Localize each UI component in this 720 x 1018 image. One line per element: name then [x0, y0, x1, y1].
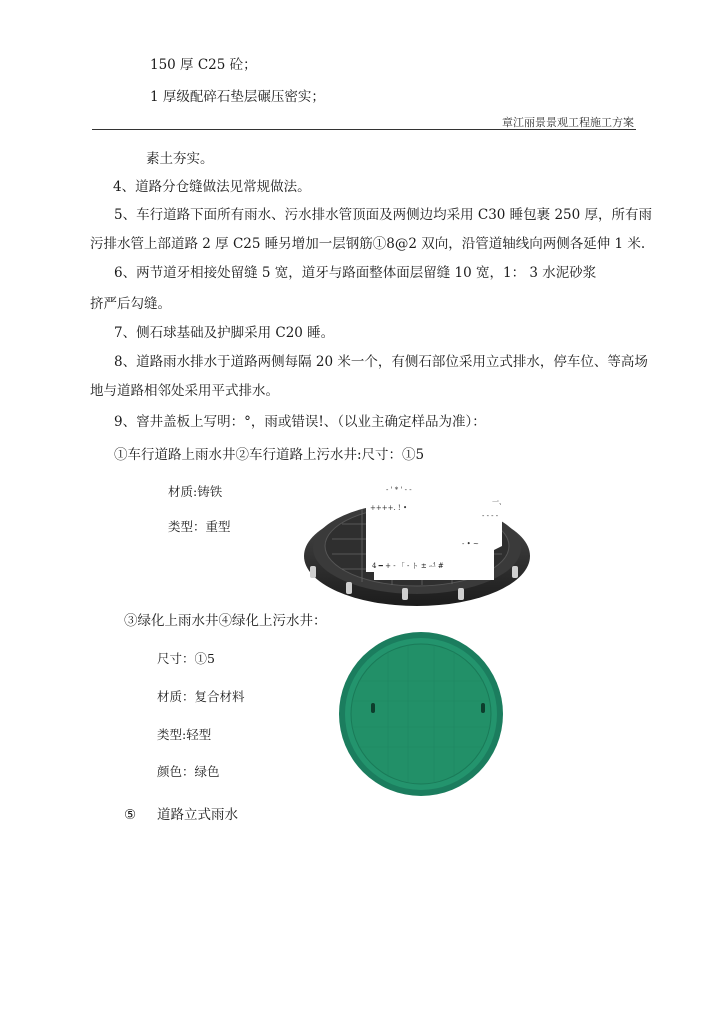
- para-4: 4、道路分仓缝做法见常规做法。: [113, 179, 311, 195]
- img-text-4: - - - -: [482, 512, 499, 520]
- item2-material: 材质：复合材料: [157, 689, 245, 704]
- item2-title: ③绿化上雨水井④绿化上污水井：: [124, 613, 327, 629]
- line-thickness: 150 厚 C25 砼；: [150, 57, 257, 73]
- green-composite-cover-image: [338, 631, 504, 797]
- para-8a: 8、道路雨水排水于道路两侧每隔 20 米一个，有侧石部位采用立式排水，停车位、等高场: [114, 354, 648, 370]
- para-soil: 素土夯实。: [146, 151, 214, 167]
- img-text-5: - • ~: [462, 540, 479, 548]
- line-gravel: 1 厚级配碎石垫层碾压密实；: [150, 89, 325, 105]
- item2-size: 尺寸：①5: [157, 651, 215, 666]
- item2-color: 颜色：绿色: [157, 764, 220, 779]
- header-rule: [92, 129, 636, 130]
- para-8b: 地与道路相邻处采用平式排水。: [90, 383, 279, 399]
- item2-type: 类型:轻型: [157, 727, 212, 742]
- item5-title: 道路立式雨水: [157, 807, 238, 823]
- para-6b: 挤严后勾缝。: [90, 296, 171, 312]
- img-text-2: ++++. ! •: [370, 504, 408, 512]
- item5-number: ⑤: [124, 807, 137, 823]
- para-9: 9、窨井盖板上写明：°，雨或错误!、（以业主确定样品为准）：: [114, 414, 486, 430]
- para-5a: 5、车行道路下面所有雨水、污水排水管顶面及两侧边均采用 C30 睡包裹 250 厚，所有雨: [114, 207, 653, 223]
- img-text-1: - ' * ' - -: [386, 486, 412, 494]
- para-7: 7、侧石球基础及护脚采用 C20 睡。: [114, 325, 335, 341]
- img-text-3: 一、: [492, 498, 506, 506]
- img-text-6: 4 ━ + - 「 - ト ± ᅺ #: [372, 562, 444, 570]
- item1-material: 材质:铸铁: [168, 484, 223, 499]
- item1-type: 类型：重型: [168, 519, 231, 534]
- para-6a: 6、两节道牙相接处留缝 5 宽，道牙与路面整体面层留缝 10 宽，1： 3 水泥砂浆: [114, 265, 597, 281]
- para-5b: 污排水管上部道路 2 厚 C25 睡另增加一层钢筋①8@2 双向，沿管道轴线向两侧各延伸 1 米.: [90, 236, 646, 252]
- iron-manhole-cover-image: [302, 484, 532, 608]
- item1-title: ①车行道路上雨水井②车行道路上污水井:尺寸：①5: [114, 447, 425, 463]
- doc-header-title: 章江丽景景观工程施工方案: [502, 116, 634, 129]
